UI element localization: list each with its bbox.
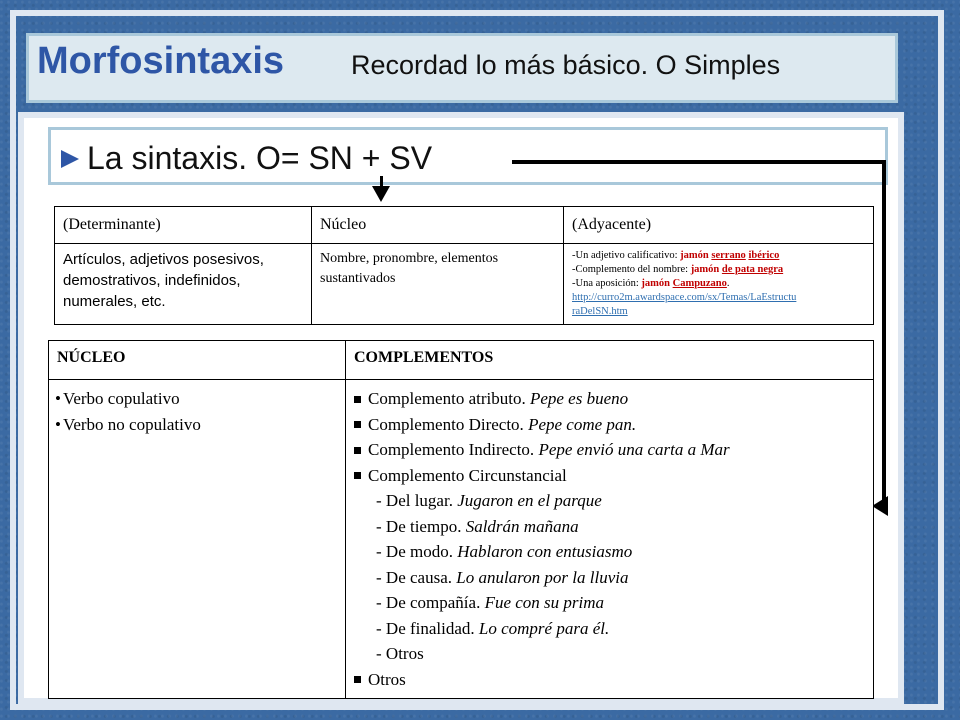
adyacente-cell bbox=[564, 244, 874, 325]
slide-subtitle: Recordad lo más básico. O Simples bbox=[351, 50, 781, 80]
section-heading-box bbox=[48, 127, 888, 185]
square-bullet-icon bbox=[354, 421, 361, 428]
complement-atributo bbox=[352, 386, 867, 412]
sv-arrow-left-icon bbox=[872, 496, 888, 516]
header-nucleo-verbal: NÚCLEO bbox=[49, 341, 346, 380]
cc-finalidad bbox=[352, 616, 867, 642]
arrow-bullet-icon bbox=[61, 150, 79, 168]
adyacente-label-3: -Una aposición: bbox=[572, 278, 639, 289]
sn-arrow-down-icon bbox=[372, 186, 390, 202]
verbo-copulativo: Verbo copulativo bbox=[62, 389, 180, 408]
list-item: • Verbo no copulativo bbox=[55, 414, 201, 434]
cc-label: - Del lugar. bbox=[376, 491, 453, 510]
sv-structure-table bbox=[48, 340, 874, 699]
adyacente-line-1 bbox=[572, 249, 865, 263]
sv-table-row bbox=[49, 380, 874, 699]
complement-directo bbox=[352, 412, 867, 438]
cc-otros bbox=[352, 641, 867, 667]
list-item: • Verbo copulativo bbox=[55, 389, 180, 408]
link-text-line-2: raDelSN.htm bbox=[572, 306, 628, 317]
verbo-no-copulativo: Verbo no copulativo bbox=[62, 414, 201, 434]
adyacente-line-2 bbox=[572, 263, 865, 277]
cc-label: - De tiempo. bbox=[376, 516, 462, 536]
example-apposition: Campuzano bbox=[672, 278, 727, 289]
adyacente-label-1: -Un adjetivo calificativo: bbox=[572, 250, 678, 261]
slide-title: Morfosintaxis bbox=[37, 40, 285, 82]
complement-example: Pepe envió una carta a Mar bbox=[538, 440, 730, 459]
sn-structure-table bbox=[54, 206, 874, 325]
complement-example: Pepe come pan. bbox=[528, 414, 637, 434]
complement-otros bbox=[352, 667, 867, 693]
cc-example: Lo compré para él. bbox=[478, 618, 610, 638]
complement-label: Complemento Indirecto. bbox=[368, 440, 535, 459]
example-complement: de pata negra bbox=[721, 264, 784, 275]
header-complementos: COMPLEMENTOS bbox=[346, 341, 874, 380]
cc-label: - De modo. bbox=[376, 542, 453, 561]
sn-table-row bbox=[55, 244, 874, 325]
square-bullet-icon bbox=[354, 396, 361, 403]
cc-tiempo bbox=[352, 514, 867, 540]
cc-label: - De compañía. bbox=[376, 593, 481, 612]
sv-table-header-row bbox=[49, 341, 874, 380]
cc-example: Saldrán mañana bbox=[465, 516, 579, 536]
apposition-period: . bbox=[726, 278, 730, 289]
determinante-cell: Artículos, adjetivos posesivos, demostrativos, indefinidos, numerales, etc. bbox=[55, 244, 312, 325]
adyacente-line-3 bbox=[572, 277, 865, 291]
complement-circunstancial bbox=[352, 463, 867, 489]
cc-lugar bbox=[352, 488, 867, 514]
cc-causa bbox=[352, 565, 867, 591]
cc-example: Hablaron con entusiasmo bbox=[457, 542, 633, 561]
sn-table-header-row bbox=[55, 207, 874, 244]
nucleo-cell: Nombre, pronombre, elementos sustantivados bbox=[312, 244, 564, 325]
cc-example: Jugaron en el parque bbox=[457, 491, 602, 510]
complementos-cell bbox=[346, 380, 874, 699]
link-text-line-1: http://curro2m.awardspace.com/sx/Temas/LaEstructu bbox=[572, 292, 797, 303]
sn-structure-link[interactable] bbox=[572, 292, 796, 317]
nucleo-verbal-cell bbox=[49, 380, 346, 699]
complement-label: Complemento Directo. bbox=[368, 414, 524, 434]
complement-example: Pepe es bueno bbox=[529, 389, 629, 408]
complement-label: Complemento Circunstancial bbox=[368, 465, 567, 485]
square-bullet-icon bbox=[354, 472, 361, 479]
cc-label: - De finalidad. bbox=[376, 618, 475, 638]
complement-label: Otros bbox=[368, 669, 406, 689]
header-adyacente: (Adyacente) bbox=[564, 207, 874, 244]
example-word-2: jamón bbox=[690, 264, 720, 275]
cc-modo bbox=[352, 539, 867, 565]
sv-connector-horizontal bbox=[512, 160, 884, 164]
example-adj-1: serrano bbox=[711, 250, 746, 261]
header-determinante: (Determinante) bbox=[55, 207, 312, 244]
cc-label: - Otros bbox=[376, 644, 424, 663]
adyacente-label-2: -Complemento del nombre: bbox=[572, 264, 689, 275]
example-word-3: jamón bbox=[641, 278, 670, 289]
cc-compania bbox=[352, 590, 867, 616]
square-bullet-icon bbox=[354, 447, 361, 454]
sv-connector-vertical bbox=[882, 160, 886, 508]
square-bullet-icon bbox=[354, 676, 361, 683]
cc-label: - De causa. bbox=[376, 567, 452, 587]
complement-indirecto bbox=[352, 437, 867, 463]
cc-example: Lo anularon por la lluvia bbox=[456, 567, 629, 587]
complement-label: Complemento atributo. bbox=[368, 389, 526, 408]
example-adj-2: ibérico bbox=[748, 250, 780, 261]
title-bar bbox=[26, 33, 898, 103]
section-heading: La sintaxis. O= SN + SV bbox=[87, 140, 433, 176]
example-word-1: jamón bbox=[680, 250, 709, 261]
cc-example: Fue con su prima bbox=[484, 593, 605, 612]
header-nucleo: Núcleo bbox=[312, 207, 564, 244]
